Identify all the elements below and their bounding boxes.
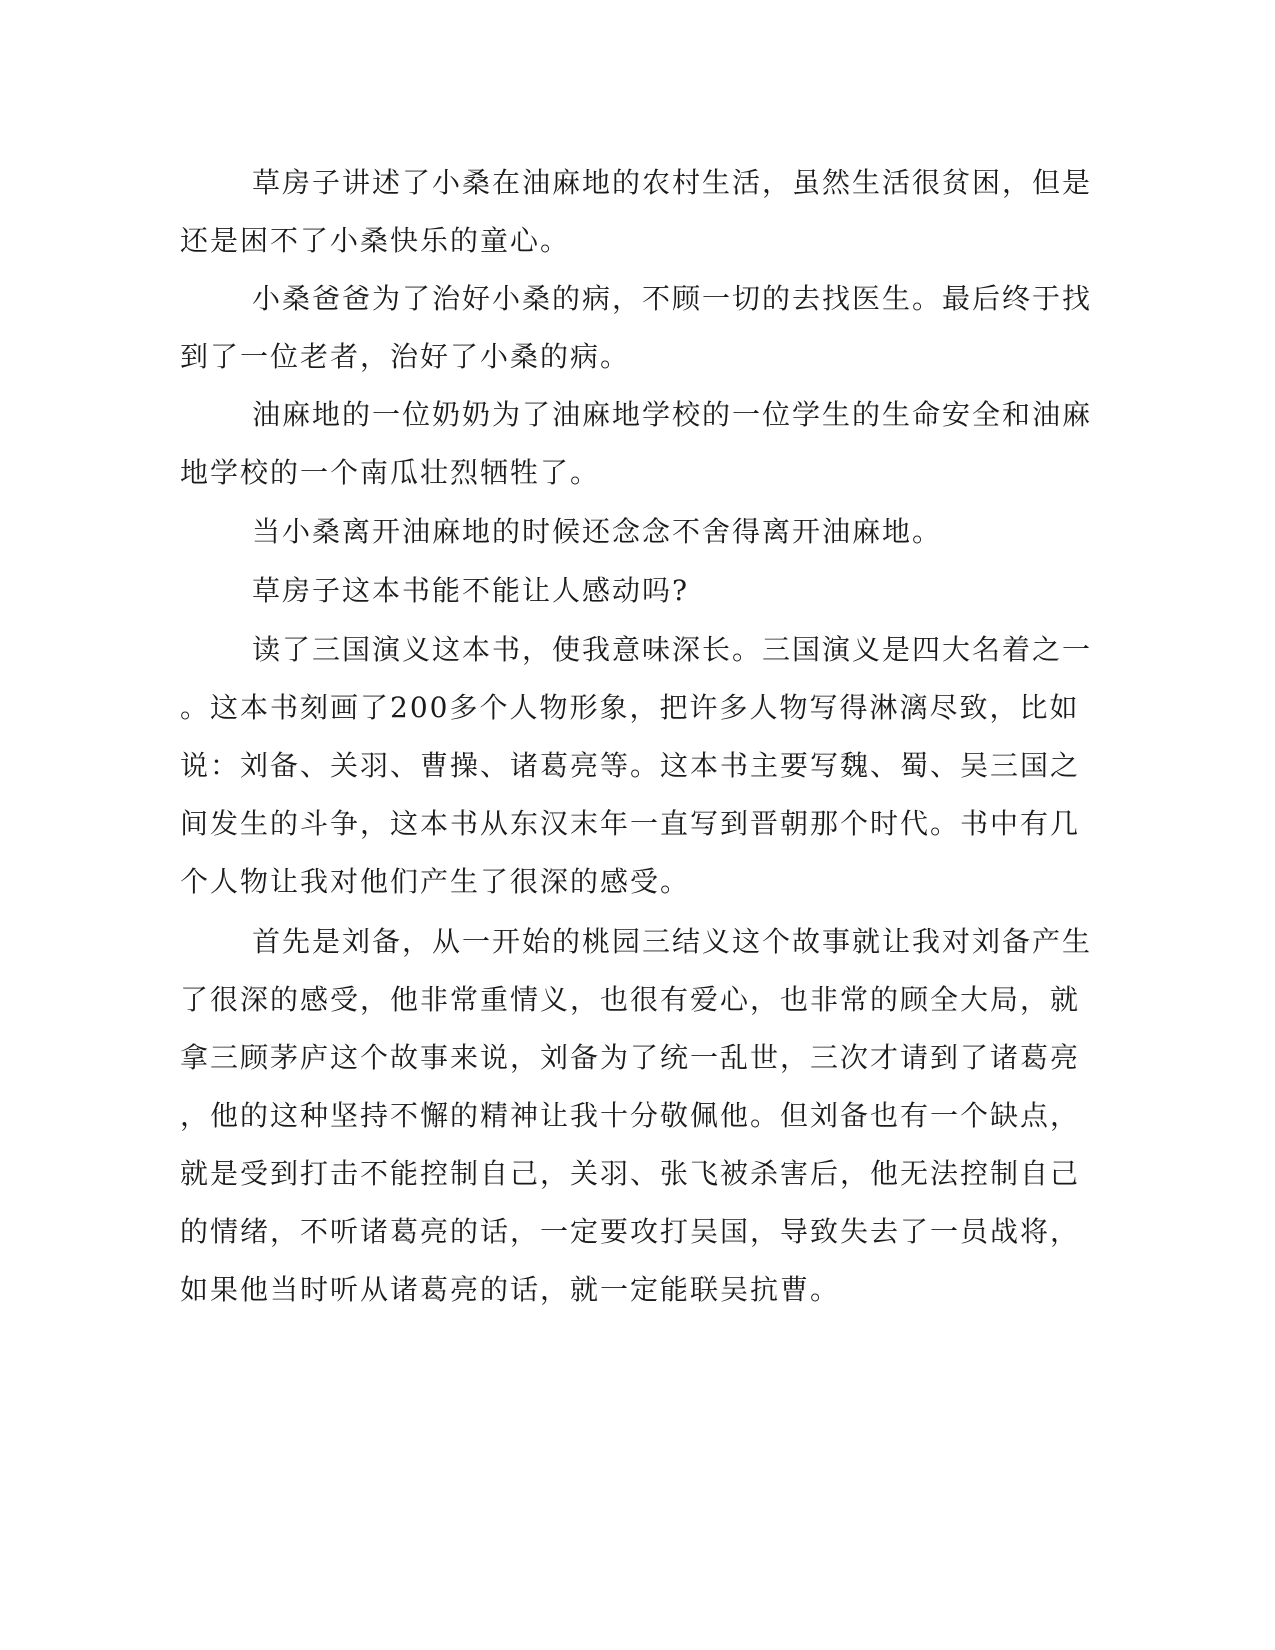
text-line: 还是困不了小桑快乐的童心。	[180, 224, 571, 257]
text-line: 读了三国演义这本书，使我意味深长。三国演义是四大名着之一	[252, 633, 1093, 666]
text-line: 说：刘备、关羽、曹操、诸葛亮等。这本书主要写魏、蜀、吴三国之	[180, 749, 1081, 782]
text-line: ，他的这种坚持不懈的精神让我十分敬佩他。但刘备也有一个缺点，	[180, 1099, 1081, 1132]
text-line: 了很深的感受，他非常重情义，也很有爱心，也非常的顾全大局，就	[180, 983, 1081, 1016]
text-line: 个人物让我对他们产生了很深的感受。	[180, 865, 691, 898]
text-line: 当小桑离开油麻地的时候还念念不舍得离开油麻地。	[252, 515, 943, 548]
text-line: 如果他当时听从诸葛亮的话，就一定能联吴抗曹。	[180, 1273, 841, 1306]
text-line: 的情绪，不听诸葛亮的话，一定要攻打吴国，导致失去了一员战将，	[180, 1215, 1081, 1248]
text-line: 小桑爸爸为了治好小桑的病，不顾一切的去找医生。最后终于找	[252, 282, 1093, 315]
text-line: 拿三顾茅庐这个故事来说，刘备为了统一乱世，三次才请到了诸葛亮	[180, 1041, 1081, 1074]
text-line: 。这本书刻画了200多个人物形象，把许多人物写得淋漓尽致，比如	[180, 691, 1080, 724]
text-line: 地学校的一个南瓜壮烈牺牲了。	[180, 456, 601, 489]
text-line: 油麻地的一位奶奶为了油麻地学校的一位学生的生命安全和油麻	[252, 398, 1093, 431]
text-line: 间发生的斗争，这本书从东汉末年一直写到晋朝那个时代。书中有几	[180, 807, 1081, 840]
text-line: 草房子这本书能不能让人感动吗?	[252, 574, 690, 607]
text-line: 就是受到打击不能控制自己，关羽、张飞被杀害后，他无法控制自己	[180, 1157, 1081, 1190]
text-line: 到了一位老者，治好了小桑的病。	[180, 340, 631, 373]
text-line: 草房子讲述了小桑在油麻地的农村生活，虽然生活很贫困，但是	[252, 166, 1093, 199]
text-line: 首先是刘备，从一开始的桃园三结义这个故事就让我对刘备产生	[252, 925, 1093, 958]
